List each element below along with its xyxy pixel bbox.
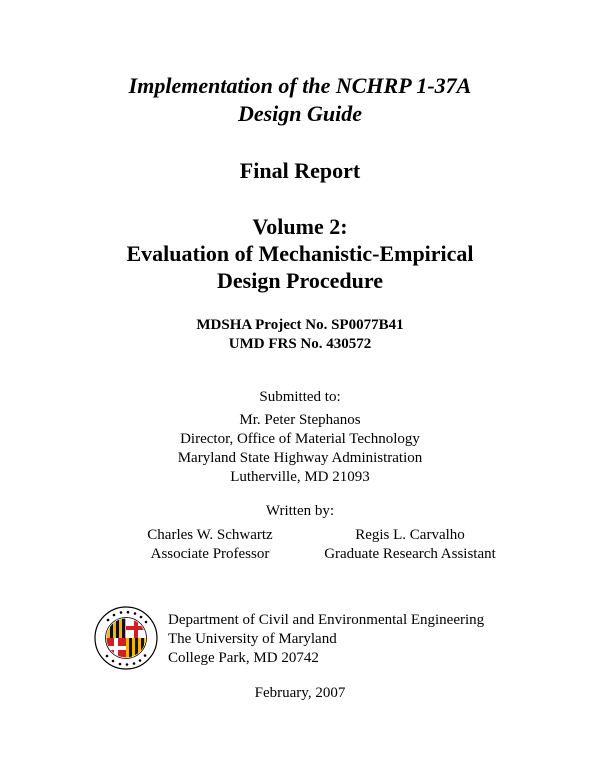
author-title: Graduate Research Assistant — [324, 546, 496, 562]
project-numbers — [0, 316, 600, 354]
university-seal-logo — [94, 606, 158, 670]
author-name: Regis L. Carvalho — [355, 527, 465, 543]
recipient-city: Lutherville, MD 21093 — [230, 469, 370, 485]
submitted-to-block — [0, 411, 600, 487]
submitted-label: Submitted to: — [259, 389, 341, 405]
volume-line-3: Design Procedure — [217, 268, 383, 293]
written-label: Written by: — [265, 503, 335, 519]
author-name: Charles W. Schwartz — [147, 527, 273, 543]
recipient-position: Director, Office of Material Technology — [180, 431, 420, 447]
title-line-1: Implementation of the NCHRP 1-37A — [128, 73, 472, 98]
author-1 — [120, 526, 300, 564]
volume-line-2: Evaluation of Mechanistic-Empirical — [126, 241, 474, 266]
report-type: Final Report — [239, 158, 361, 183]
university-name: The University of Maryland — [168, 631, 337, 647]
document-title — [0, 72, 600, 128]
umd-frs-number: UMD FRS No. 430572 — [228, 336, 372, 352]
department-name: Department of Civil and Environmental Engineering — [168, 612, 485, 628]
volume-line-1: Volume 2: — [252, 214, 348, 239]
department-block — [168, 611, 484, 668]
author-title: Associate Professor — [150, 546, 270, 562]
volume-heading — [0, 213, 600, 294]
university-city: College Park, MD 20742 — [168, 650, 319, 666]
author-2 — [305, 526, 515, 564]
mdsha-project-number: MDSHA Project No. SP0077B41 — [196, 317, 404, 333]
report-date: February, 2007 — [254, 685, 346, 701]
recipient-name: Mr. Peter Stephanos — [239, 412, 361, 428]
recipient-organization: Maryland State Highway Administration — [177, 450, 423, 466]
title-line-2: Design Guide — [237, 101, 363, 126]
